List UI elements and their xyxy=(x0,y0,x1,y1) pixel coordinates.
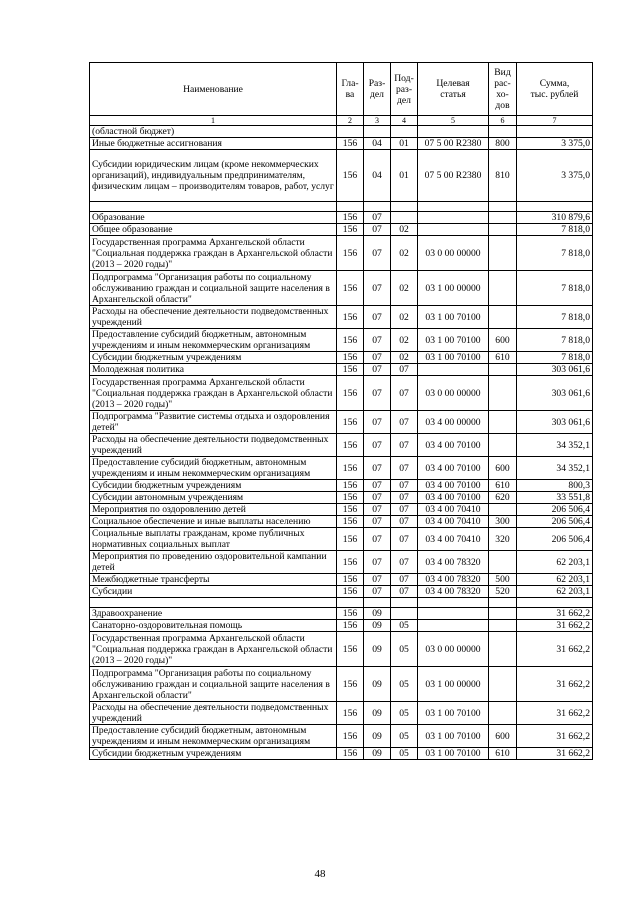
cell-amount: 7 818,0 xyxy=(517,271,593,306)
cell-target xyxy=(418,212,489,224)
cell-name: Субсидии юридическим лицам (кроме некоммерческих организаций), индивидуальным предпринимателям, физическим лицам – производителям товаров, работ, услуг xyxy=(90,150,337,202)
cell-expense-type xyxy=(489,212,517,224)
cell-subsection: 02 xyxy=(391,236,418,271)
cell-section: 07 xyxy=(364,236,391,271)
cell-chapter: 156 xyxy=(337,667,364,702)
empty-cell xyxy=(391,202,418,212)
cell-expense-type xyxy=(489,504,517,516)
cell-target xyxy=(418,608,489,620)
cell-expense-type xyxy=(489,620,517,632)
cell-target: 03 1 00 70100 xyxy=(418,306,489,329)
empty-cell xyxy=(391,598,418,608)
cell-subsection: 07 xyxy=(391,376,418,411)
cell-section: 07 xyxy=(364,516,391,528)
table-row xyxy=(90,150,593,202)
cell-expense-type xyxy=(489,702,517,725)
cell-name: Подпрограмма "Организация работы по социальному обслуживанию граждан и социальной защите населения в Архангельской области" xyxy=(90,271,337,306)
cell-section: 07 xyxy=(364,271,391,306)
cell-expense-type xyxy=(489,126,517,138)
table-row xyxy=(90,748,593,760)
cell-chapter: 156 xyxy=(337,608,364,620)
cell-name: Государственная программа Архангельской области "Социальная поддержка граждан в Архангельской области (2013 – 2020 годы)" xyxy=(90,632,337,667)
cell-chapter: 156 xyxy=(337,725,364,748)
cell-expense-type: 600 xyxy=(489,725,517,748)
cell-name: Государственная программа Архангельской области "Социальная поддержка граждан в Архангельской области (2013 – 2020 годы)" xyxy=(90,376,337,411)
cell-chapter: 156 xyxy=(337,329,364,352)
table-row xyxy=(90,126,593,138)
cell-section: 09 xyxy=(364,667,391,702)
cell-amount: 7 818,0 xyxy=(517,224,593,236)
cell-subsection: 07 xyxy=(391,528,418,551)
cell-chapter: 156 xyxy=(337,150,364,202)
cell-amount: 206 506,4 xyxy=(517,516,593,528)
cell-name: Здравоохранение xyxy=(90,608,337,620)
cell-name: Социальное обеспечение и иные выплаты населению xyxy=(90,516,337,528)
cell-section: 07 xyxy=(364,574,391,586)
header-name: Наименование xyxy=(90,63,337,116)
cell-section: 04 xyxy=(364,150,391,202)
cell-expense-type: 320 xyxy=(489,528,517,551)
cell-amount: 31 662,2 xyxy=(517,608,593,620)
cell-expense-type xyxy=(489,236,517,271)
cell-name: Подпрограмма "Организация работы по социальному обслуживанию граждан и социальной защите населения в Архангельской области" xyxy=(90,667,337,702)
cell-section: 09 xyxy=(364,702,391,725)
cell-expense-type: 600 xyxy=(489,329,517,352)
empty-cell xyxy=(418,598,489,608)
cell-name: Общее образование xyxy=(90,224,337,236)
cell-name: Расходы на обеспечение деятельности подведомственных учреждений xyxy=(90,306,337,329)
budget-table xyxy=(89,62,593,760)
table-row xyxy=(90,516,593,528)
cell-amount: 62 203,1 xyxy=(517,551,593,574)
cell-subsection: 02 xyxy=(391,352,418,364)
cell-chapter: 156 xyxy=(337,748,364,760)
cell-chapter: 156 xyxy=(337,504,364,516)
table-row xyxy=(90,306,593,329)
empty-cell xyxy=(489,598,517,608)
cell-subsection: 02 xyxy=(391,271,418,306)
cell-amount: 31 662,2 xyxy=(517,632,593,667)
cell-name: Расходы на обеспечение деятельности подведомственных учреждений xyxy=(90,702,337,725)
cell-section: 07 xyxy=(364,306,391,329)
cell-section: 09 xyxy=(364,608,391,620)
empty-cell xyxy=(364,202,391,212)
cell-amount: 31 662,2 xyxy=(517,667,593,702)
cell-subsection: 07 xyxy=(391,480,418,492)
table-row xyxy=(90,236,593,271)
table-row xyxy=(90,138,593,150)
cell-target: 07 5 00 R2380 xyxy=(418,150,489,202)
cell-target: 03 0 00 00000 xyxy=(418,376,489,411)
column-number: 1 xyxy=(90,116,337,126)
cell-expense-type xyxy=(489,271,517,306)
cell-target: 03 4 00 70100 xyxy=(418,480,489,492)
cell-amount: 3 375,0 xyxy=(517,150,593,202)
cell-subsection: 02 xyxy=(391,306,418,329)
cell-expense-type: 800 xyxy=(489,138,517,150)
table-row xyxy=(90,364,593,376)
cell-amount: 7 818,0 xyxy=(517,329,593,352)
cell-target: 03 4 00 78320 xyxy=(418,551,489,574)
cell-target xyxy=(418,364,489,376)
cell-chapter: 156 xyxy=(337,376,364,411)
cell-target: 03 1 00 70100 xyxy=(418,702,489,725)
cell-name: Социальные выплаты гражданам, кроме публичных нормативных социальных выплат xyxy=(90,528,337,551)
cell-amount: 62 203,1 xyxy=(517,574,593,586)
empty-cell xyxy=(418,202,489,212)
table-row xyxy=(90,667,593,702)
cell-chapter: 156 xyxy=(337,271,364,306)
header-amount: Сумма, тыс. рублей xyxy=(517,63,593,116)
cell-chapter: 156 xyxy=(337,352,364,364)
cell-amount: 31 662,2 xyxy=(517,702,593,725)
cell-expense-type: 610 xyxy=(489,748,517,760)
cell-amount: 31 662,2 xyxy=(517,748,593,760)
cell-section: 09 xyxy=(364,725,391,748)
cell-target: 03 0 00 00000 xyxy=(418,632,489,667)
cell-subsection: 07 xyxy=(391,586,418,598)
cell-target: 03 1 00 00000 xyxy=(418,667,489,702)
empty-cell xyxy=(364,598,391,608)
cell-expense-type xyxy=(489,411,517,434)
empty-cell xyxy=(337,202,364,212)
cell-subsection: 07 xyxy=(391,492,418,504)
cell-amount: 34 352,1 xyxy=(517,457,593,480)
cell-chapter: 156 xyxy=(337,411,364,434)
cell-target xyxy=(418,620,489,632)
cell-amount: 7 818,0 xyxy=(517,352,593,364)
cell-section: 07 xyxy=(364,212,391,224)
cell-name: Санаторно-оздоровительная помощь xyxy=(90,620,337,632)
cell-subsection: 02 xyxy=(391,224,418,236)
cell-subsection: 07 xyxy=(391,574,418,586)
cell-target: 03 4 00 00000 xyxy=(418,411,489,434)
cell-target: 03 1 00 70100 xyxy=(418,725,489,748)
table-row xyxy=(90,352,593,364)
table-row xyxy=(90,702,593,725)
cell-name: Субсидии xyxy=(90,586,337,598)
cell-target: 03 4 00 70410 xyxy=(418,504,489,516)
cell-target: 03 4 00 70100 xyxy=(418,492,489,504)
column-numbers-row xyxy=(90,116,593,126)
cell-subsection: 05 xyxy=(391,667,418,702)
cell-chapter: 156 xyxy=(337,364,364,376)
header-expense-type: Вид рас- хо- дов xyxy=(489,63,517,116)
cell-subsection: 07 xyxy=(391,504,418,516)
column-number: 4 xyxy=(391,116,418,126)
cell-subsection xyxy=(391,212,418,224)
cell-target: 03 0 00 00000 xyxy=(418,236,489,271)
cell-amount: 206 506,4 xyxy=(517,504,593,516)
table-row xyxy=(90,725,593,748)
cell-name: Молодежная политика xyxy=(90,364,337,376)
cell-name: (областной бюджет) xyxy=(90,126,337,138)
table-row xyxy=(90,574,593,586)
cell-name: Субсидии автономным учреждениям xyxy=(90,492,337,504)
table-row xyxy=(90,329,593,352)
cell-name: Предоставление субсидий бюджетным, автономным учреждениям и иным некоммерческим организациям xyxy=(90,725,337,748)
column-number: 3 xyxy=(364,116,391,126)
header-target: Целевая статья xyxy=(418,63,489,116)
cell-chapter: 156 xyxy=(337,492,364,504)
cell-name: Мероприятия по оздоровлению детей xyxy=(90,504,337,516)
table-row xyxy=(90,608,593,620)
cell-chapter: 156 xyxy=(337,586,364,598)
cell-name: Межбюджетные трансферты xyxy=(90,574,337,586)
cell-chapter: 156 xyxy=(337,434,364,457)
cell-target: 03 4 00 70410 xyxy=(418,516,489,528)
cell-target xyxy=(418,126,489,138)
cell-expense-type xyxy=(489,551,517,574)
table-body xyxy=(90,126,593,760)
cell-section: 07 xyxy=(364,457,391,480)
cell-name: Предоставление субсидий бюджетным, автономным учреждениям и иным некоммерческим организациям xyxy=(90,457,337,480)
table-row xyxy=(90,528,593,551)
empty-cell xyxy=(90,598,337,608)
cell-section: 07 xyxy=(364,411,391,434)
cell-chapter: 156 xyxy=(337,306,364,329)
cell-subsection: 05 xyxy=(391,702,418,725)
cell-chapter: 156 xyxy=(337,632,364,667)
cell-name: Подпрограмма "Развитие системы отдыха и оздоровления детей" xyxy=(90,411,337,434)
spacer-row xyxy=(90,202,593,212)
page-number: 48 xyxy=(314,868,326,880)
cell-name: Образование xyxy=(90,212,337,224)
table-row xyxy=(90,212,593,224)
cell-amount: 7 818,0 xyxy=(517,306,593,329)
cell-amount: 31 662,2 xyxy=(517,725,593,748)
cell-target: 03 4 00 78320 xyxy=(418,586,489,598)
cell-chapter: 156 xyxy=(337,480,364,492)
cell-expense-type: 620 xyxy=(489,492,517,504)
cell-expense-type: 600 xyxy=(489,457,517,480)
cell-section: 07 xyxy=(364,480,391,492)
cell-subsection: 07 xyxy=(391,551,418,574)
cell-expense-type xyxy=(489,306,517,329)
cell-target: 07 5 00 R2380 xyxy=(418,138,489,150)
cell-subsection: 07 xyxy=(391,411,418,434)
cell-target: 03 4 00 78320 xyxy=(418,574,489,586)
cell-section: 07 xyxy=(364,434,391,457)
column-number: 2 xyxy=(337,116,364,126)
header-section: Раз- дел xyxy=(364,63,391,116)
table-row xyxy=(90,411,593,434)
empty-cell xyxy=(517,598,593,608)
table-row xyxy=(90,632,593,667)
cell-amount: 310 879,6 xyxy=(517,212,593,224)
cell-name: Субсидии бюджетным учреждениям xyxy=(90,480,337,492)
cell-name: Государственная программа Архангельской области "Социальная поддержка граждан в Архангельской области (2013 – 2020 годы)" xyxy=(90,236,337,271)
header-subsection: Под- раз- дел xyxy=(391,63,418,116)
table-row xyxy=(90,620,593,632)
cell-amount: 303 061,6 xyxy=(517,376,593,411)
table-row xyxy=(90,480,593,492)
cell-subsection: 05 xyxy=(391,725,418,748)
cell-chapter: 156 xyxy=(337,224,364,236)
cell-target: 03 4 00 70410 xyxy=(418,528,489,551)
table-row xyxy=(90,586,593,598)
cell-chapter: 156 xyxy=(337,528,364,551)
cell-section: 07 xyxy=(364,551,391,574)
cell-name: Субсидии бюджетным учреждениям xyxy=(90,748,337,760)
table-row xyxy=(90,224,593,236)
cell-subsection xyxy=(391,608,418,620)
cell-section: 07 xyxy=(364,376,391,411)
cell-subsection: 07 xyxy=(391,457,418,480)
cell-chapter: 156 xyxy=(337,620,364,632)
cell-expense-type xyxy=(489,224,517,236)
cell-chapter xyxy=(337,126,364,138)
cell-expense-type xyxy=(489,364,517,376)
cell-expense-type: 300 xyxy=(489,516,517,528)
cell-expense-type xyxy=(489,376,517,411)
table-row xyxy=(90,457,593,480)
cell-amount: 7 818,0 xyxy=(517,236,593,271)
cell-amount: 303 061,6 xyxy=(517,364,593,376)
cell-target: 03 1 00 70100 xyxy=(418,352,489,364)
cell-name: Расходы на обеспечение деятельности подведомственных учреждений xyxy=(90,434,337,457)
cell-expense-type: 500 xyxy=(489,574,517,586)
cell-name: Субсидии бюджетным учреждениям xyxy=(90,352,337,364)
empty-cell xyxy=(337,598,364,608)
cell-chapter: 156 xyxy=(337,236,364,271)
table-header xyxy=(90,63,593,126)
cell-subsection: 07 xyxy=(391,364,418,376)
table-row xyxy=(90,271,593,306)
cell-subsection: 02 xyxy=(391,329,418,352)
cell-section xyxy=(364,126,391,138)
cell-section: 09 xyxy=(364,632,391,667)
cell-target: 03 4 00 70100 xyxy=(418,434,489,457)
cell-expense-type: 610 xyxy=(489,480,517,492)
cell-chapter: 156 xyxy=(337,138,364,150)
cell-subsection: 07 xyxy=(391,516,418,528)
cell-subsection: 05 xyxy=(391,620,418,632)
cell-amount: 62 203,1 xyxy=(517,586,593,598)
cell-section: 07 xyxy=(364,352,391,364)
cell-section: 09 xyxy=(364,620,391,632)
table-row xyxy=(90,376,593,411)
cell-expense-type xyxy=(489,667,517,702)
column-number: 5 xyxy=(418,116,489,126)
table-row xyxy=(90,551,593,574)
cell-amount xyxy=(517,126,593,138)
cell-amount: 33 551,8 xyxy=(517,492,593,504)
table-row xyxy=(90,504,593,516)
spacer-row xyxy=(90,598,593,608)
cell-amount: 34 352,1 xyxy=(517,434,593,457)
cell-section: 07 xyxy=(364,224,391,236)
cell-chapter: 156 xyxy=(337,702,364,725)
cell-section: 09 xyxy=(364,748,391,760)
empty-cell xyxy=(90,202,337,212)
cell-expense-type xyxy=(489,608,517,620)
cell-amount: 31 662,2 xyxy=(517,620,593,632)
empty-cell xyxy=(489,202,517,212)
cell-amount: 206 506,4 xyxy=(517,528,593,551)
cell-amount: 303 061,6 xyxy=(517,411,593,434)
cell-chapter: 156 xyxy=(337,551,364,574)
cell-target: 03 1 00 70100 xyxy=(418,329,489,352)
cell-section: 07 xyxy=(364,586,391,598)
cell-section: 07 xyxy=(364,528,391,551)
cell-subsection: 01 xyxy=(391,150,418,202)
cell-section: 07 xyxy=(364,504,391,516)
cell-section: 07 xyxy=(364,329,391,352)
cell-name: Мероприятия по проведению оздоровительной кампании детей xyxy=(90,551,337,574)
cell-section: 04 xyxy=(364,138,391,150)
table-row xyxy=(90,434,593,457)
cell-name: Предоставление субсидий бюджетным, автономным учреждениям и иным некоммерческим организациям xyxy=(90,329,337,352)
column-number: 7 xyxy=(517,116,593,126)
empty-cell xyxy=(517,202,593,212)
table-row xyxy=(90,492,593,504)
cell-target: 03 1 00 00000 xyxy=(418,271,489,306)
cell-target xyxy=(418,224,489,236)
cell-expense-type: 810 xyxy=(489,150,517,202)
cell-section: 07 xyxy=(364,492,391,504)
column-number: 6 xyxy=(489,116,517,126)
cell-chapter: 156 xyxy=(337,212,364,224)
cell-amount: 3 375,0 xyxy=(517,138,593,150)
cell-expense-type: 520 xyxy=(489,586,517,598)
cell-chapter: 156 xyxy=(337,516,364,528)
cell-subsection: 01 xyxy=(391,138,418,150)
cell-chapter: 156 xyxy=(337,457,364,480)
cell-subsection: 07 xyxy=(391,434,418,457)
cell-chapter: 156 xyxy=(337,574,364,586)
cell-target: 03 1 00 70100 xyxy=(418,748,489,760)
cell-section: 07 xyxy=(364,364,391,376)
cell-expense-type xyxy=(489,434,517,457)
cell-subsection: 05 xyxy=(391,748,418,760)
cell-subsection xyxy=(391,126,418,138)
cell-expense-type xyxy=(489,632,517,667)
cell-subsection: 05 xyxy=(391,632,418,667)
cell-expense-type: 610 xyxy=(489,352,517,364)
header-chapter: Гла- ва xyxy=(337,63,364,116)
cell-amount: 800,3 xyxy=(517,480,593,492)
cell-target: 03 4 00 70100 xyxy=(418,457,489,480)
cell-name: Иные бюджетные ассигнования xyxy=(90,138,337,150)
